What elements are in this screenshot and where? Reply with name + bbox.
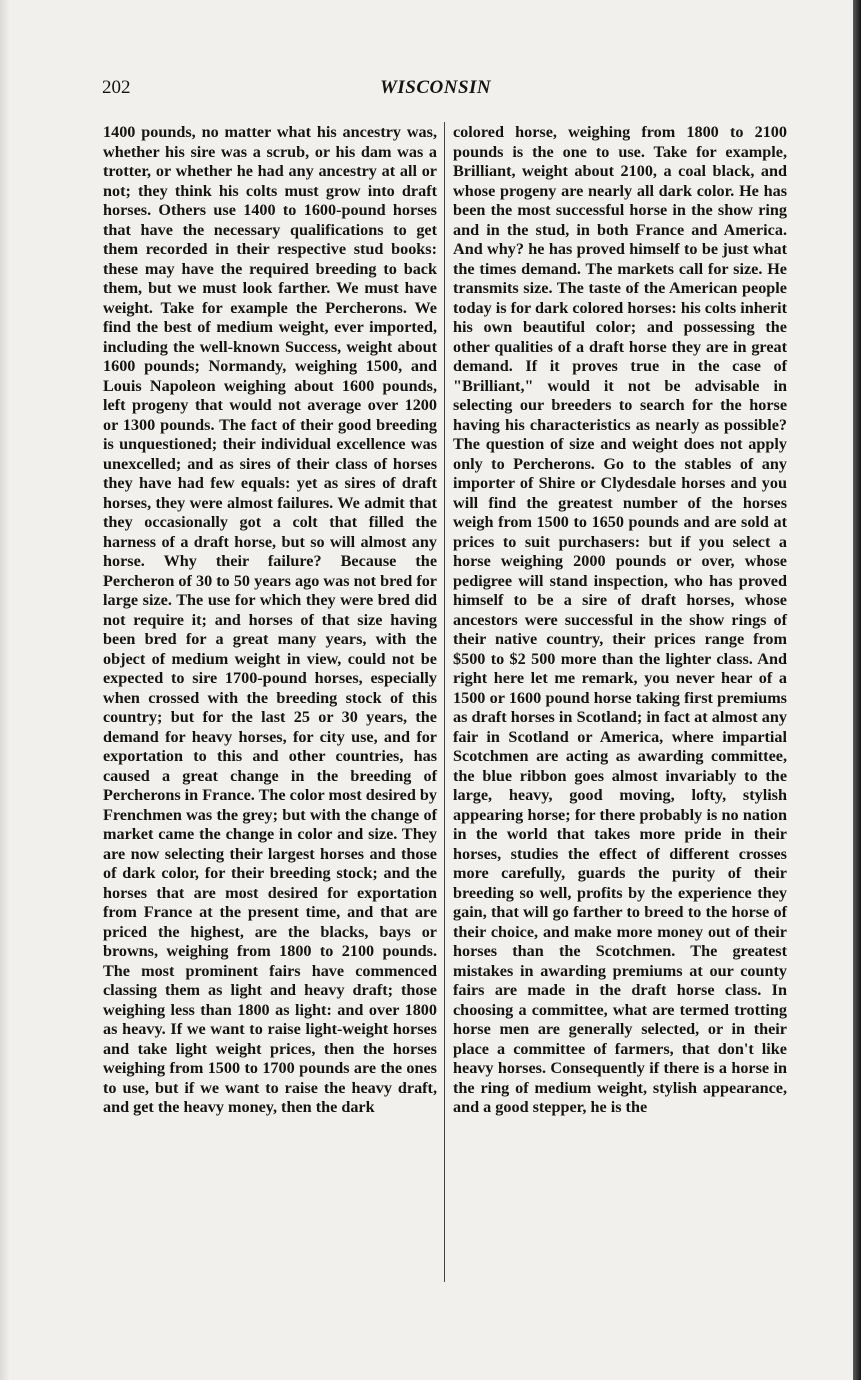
column-divider xyxy=(444,122,445,1282)
text-column-left: 1400 pounds, no matter what his ancestry was, whether his sire was a scrub, or his dam was a trotter, or whether he had any ancestry at all or not; they think his colts must grow into draft horses. Others use 1400 to 1600-pound horses that have the necessary qualifications to get them recorded in their respective stud books: these may have the required breeding to back them, but we must look farther. We must have weight. Take for example the Percherons. We find the best of medium weight, ever imported, including the well-known Success, weight about 1600 pounds; Normandy, weighing 1500, and Louis Napoleon weighing about 1600 pounds, left progeny that would not average over 1200 or 1300 pounds. The fact of their good breeding is unquestioned; their individual excellence was unexcelled; and as sires of their class of horses they have had few equals: yet as sires of draft horses, they were almost failures. We admit that they occasionally got a colt that filled the harness of a draft horse, but so will almost any horse. Why their failure? Because the Percheron of 30 to 50 years ago was not bred for large size. The use for which they were bred did not require it; and horses of that size having been bred for a great many years, with the object of medium weight in view, could not be expected to sire 1700-pound horses, especially when crossed with the breeding stock of this country; but for the last 25 or 30 years, the demand for heavy horses, for city use, and for exportation to this and other countries, has caused a great change in the breeding of Percherons in France. The color most desired by Frenchmen was the grey; but with the change of market came the change in color and size. They are now selecting their largest horses and those of dark color, for their breeding stock; and the horses that are most desired for exportation from France at the present time, and that are priced the highest, are the blacks, bays or browns, weighing from 1800 to 2100 pounds. The most prominent fairs have commenced classing them as light and heavy draft; those weighing less than 1800 as light: and over 1800 as heavy. If we want to raise light-weight horses and take light weight prices, then the horses weighing from 1500 to 1700 pounds are the ones to use, but if we want to raise the heavy draft, and get the heavy money, then the dark xyxy=(103,123,437,1116)
page-number: 202 xyxy=(102,77,131,98)
page-edge-shadow xyxy=(853,0,861,1380)
text-column-right: colored horse, weighing from 1800 to 2100 pounds is the one to use. Take for example, Brilliant, weight about 2100, a coal black, and whose progeny are nearly all dark color. He has been the most successful horse in the show ring and in the stud, in both France and America. And why? he has proved himself to be just what the times demand. The markets call for size. He transmits size. The taste of the American people today is for dark colored horses: his colts inherit his own beautiful color; and possessing the other qualities of a draft horse they are in great demand. If it proves true in the case of "Brilliant," would it not be advisable in selecting our breeders to search for the horse having his characteristics as nearly as possible? The question of size and weight does not apply only to Percherons. Go to the stables of any importer of Shire or Clydesdale horses and you will find the greatest number of the horses weigh from 1500 to 1650 pounds and are sold at prices to suit purchasers: but if you select a horse weighing 2000 pounds or over, whose pedigree will stand inspection, who has proved himself to be a sire of draft horses, whose ancestors were successful in the show rings of their native country, their prices range from $500 to $2 500 more than the lighter class. And right here let me remark, you never hear of a 1500 or 1600 pound horse taking first premiums as draft horses in Scotland; in fact at almost any fair in Scotland or America, where impartial Scotchmen are acting as awarding committee, the blue ribbon goes almost invariably to the large, heavy, good moving, lofty, stylish appearing horse; for there probably is no nation in the world that takes more pride in their horses, studies the effect of different crosses more carefully, guards the purity of their breeding so well, profits by the experience they gain, that will go farther to breed to the horse of their choice, and make more money out of their horses than the Scotchmen. The greatest mistakes in awarding premiums at our county fairs are made in the draft horse class. In choosing a committee, what are termed trotting horse men are generally selected, or in their place a committee of farmers, that don't like heavy horses. Consequently if there is a horse in the ring of medium weight, stylish appearance, and a good stepper, he is the xyxy=(453,123,787,1116)
running-title: WISCONSIN xyxy=(380,77,492,98)
page-gutter-shadow xyxy=(0,0,10,1380)
